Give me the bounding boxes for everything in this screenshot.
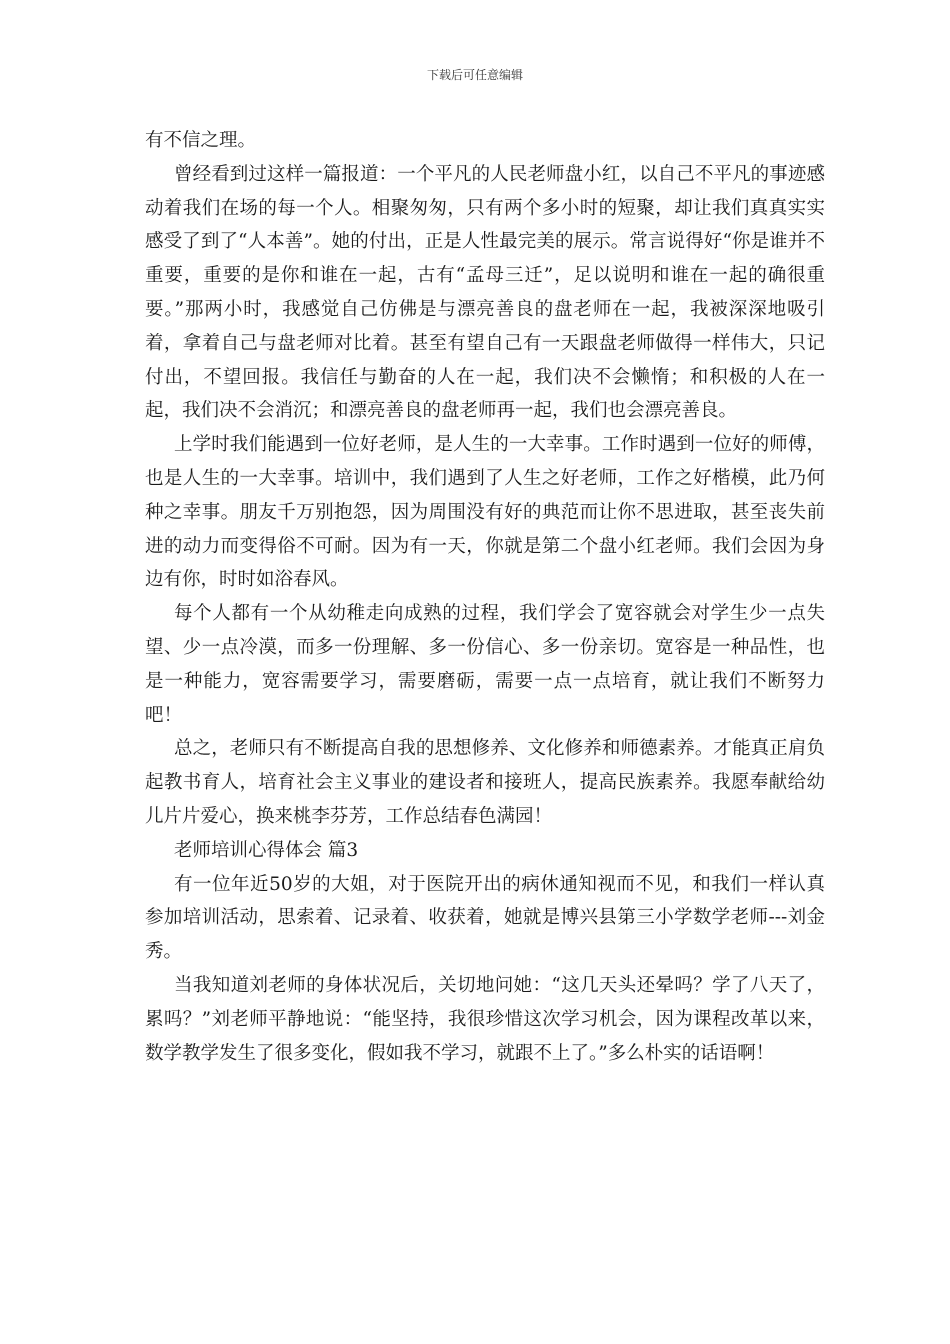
paragraph: 上学时我们能遇到一位好老师，是人生的一大幸事。工作时遇到一位好的师傅，也是人生的一大幸事。培训中，我们遇到了人生之好老师，工作之好楷模，此乃何种之幸事。朋友千万别抱怨，因为周围没有好的典范而让你不思进取，甚至丧失前进的动力而变得俗不可耐。因为有一天，你就是第二个盘小红老师。我们会因为身边有你，时时如浴春风。 [145, 434, 825, 591]
paragraph: 曾经看到过这样一篇报道：一个平凡的人民老师盘小红，以自己不平凡的事迹感动着我们在场的每一个人。相聚匆匆，只有两个多小时的短聚，却让我们真真实实感受了到了“人本善”。她的付出，正是人性最完美的展示。常言说得好“你是谁并不重要，重要的是你和谁在一起，古有“孟母三迁”，足以说明和谁在一起的确很重要。”那两小时，我感觉自己仿佛是与漂亮善良的盘老师在一起，我被深深地吸引着，拿着自己与盘老师对比着。甚至有望自己有一天跟盘老师做得一样伟大，只记付出，不望回报。我信任与勤奋的人在一起，我们决不会懒惰；和积极的人在一起，我们决不会消沉；和漂亮善良的盘老师再一起，我们也会漂亮善良。 [145, 163, 825, 422]
paragraph: 总之，老师只有不断提高自我的思想修养、文化修养和师德素养。才能真正肩负起教书育人，培育社会主义事业的建设者和接班人，提高民族素养。我愿奉献给幼儿片片爱心，换来桃李芬芳，工作总结春色满园！ [145, 738, 825, 827]
paragraph: 有不信之理。 [145, 130, 257, 151]
document-body [145, 124, 825, 1070]
section-heading: 老师培训心得体会 篇3 [174, 839, 359, 861]
paragraph: 每个人都有一个从幼稚走向成熟的过程，我们学会了宽容就会对学生少一点失望、少一点冷漠，而多一份理解、多一份信心、多一份亲切。宽容是一种品性，也是一种能力，宽容需要学习，需要磨砺，需要一点一点培育，就让我们不断努力吧！ [145, 603, 825, 726]
paragraph: 当我知道刘老师的身体状况后，关切地问她：“这几天头还晕吗？学了八天了，累吗？”刘老师平静地说：“能坚持，我很珍惜这次学习机会，因为课程改革以来，数学教学发生了很多变化，假如我不学习，就跟不上了。”多么朴实的话语啊！ [145, 974, 825, 1064]
paragraph: 有一位年近50岁的大姐，对于医院开出的病休通知视而不见，和我们一样认真参加培训活动，思索着、记录着、收获着，她就是博兴县第三小学数学老师---刘金秀。 [145, 873, 825, 963]
page-header: 下载后可任意编辑 [426, 68, 523, 82]
